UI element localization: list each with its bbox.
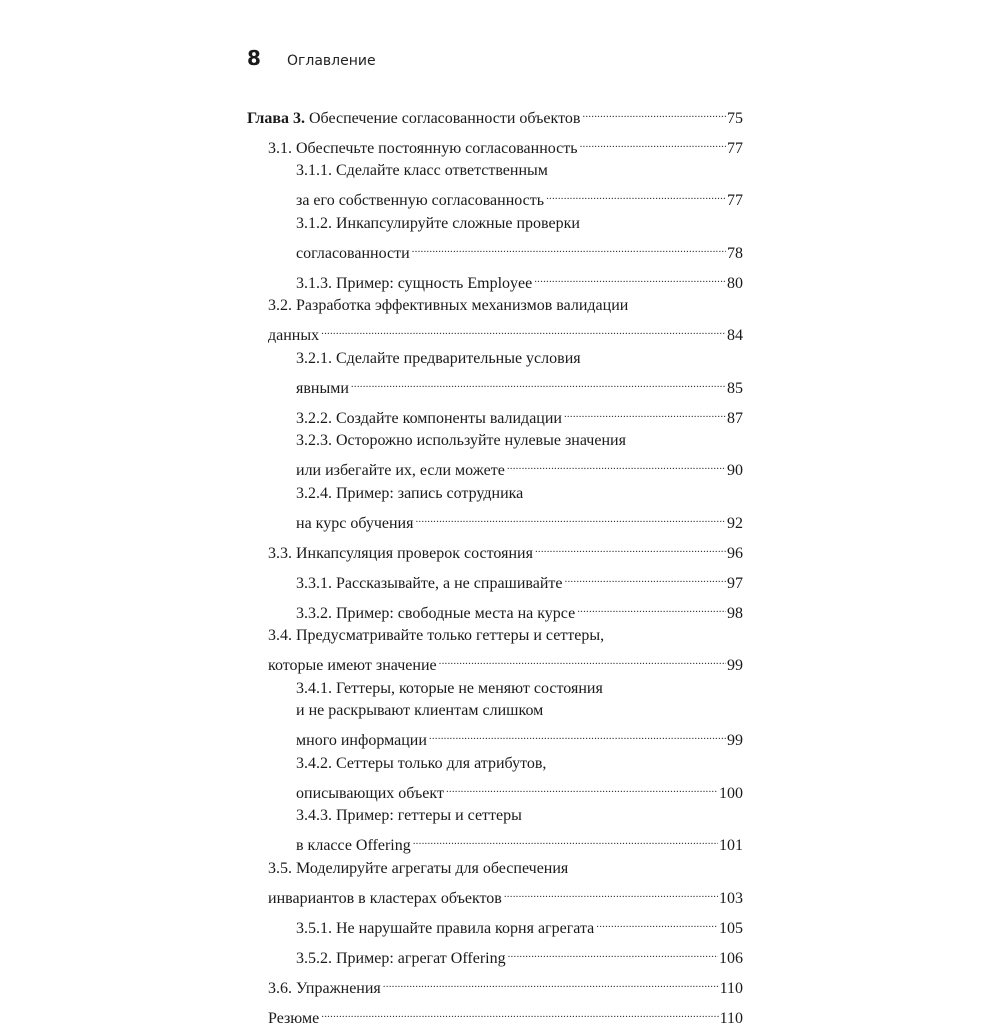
toc-page-number: 101 xyxy=(719,835,743,858)
dot-leader xyxy=(508,940,718,963)
toc-entry[interactable] xyxy=(247,160,743,213)
toc-entry-title-line: 3.2.3. Осторожно используйте нулевые значения xyxy=(296,430,743,453)
toc-entry[interactable] xyxy=(247,100,743,130)
toc-entry[interactable] xyxy=(247,400,743,430)
toc-page-number: 90 xyxy=(727,460,743,483)
toc-entry-title-line: описывающих объект xyxy=(296,783,444,806)
toc-page-number: 110 xyxy=(720,1008,743,1030)
toc-entry-title-line: 3.3.2. Пример: свободные места на курсе xyxy=(296,603,575,626)
toc-entry[interactable] xyxy=(247,535,743,565)
toc-entry-title-line: 3.5.2. Пример: агрегат Offering xyxy=(296,948,506,971)
toc-page-number: 105 xyxy=(719,918,743,941)
dot-leader xyxy=(321,1000,718,1023)
toc-entry-title-line: 3.4.1. Геттеры, которые не меняют состояния xyxy=(296,678,743,701)
toc-entry-title-line: 3.4.2. Сеттеры только для атрибутов, xyxy=(296,753,743,776)
dot-leader xyxy=(577,595,726,618)
dot-leader xyxy=(429,723,726,746)
toc-entry-title-line: инвариантов в кластерах объектов xyxy=(268,888,502,911)
dot-leader xyxy=(415,505,726,528)
toc-page-number: 84 xyxy=(727,325,743,348)
toc-entry[interactable] xyxy=(247,295,743,348)
toc-entry-title-line: 3.2.2. Создайте компоненты валидации xyxy=(296,408,562,431)
toc-entry-title-line: 3.2.4. Пример: запись сотрудника xyxy=(296,483,743,506)
toc-entry[interactable] xyxy=(247,265,743,295)
toc-entry[interactable] xyxy=(247,940,743,970)
toc-entry-title-line: 3.3.1. Рассказывайте, а не спрашивайте xyxy=(296,573,563,596)
dot-leader xyxy=(413,828,718,851)
toc-entry-title-line: 3.1.1. Сделайте класс ответственным xyxy=(296,160,743,183)
toc-entry-title-line: 3.1.2. Инкапсулируйте сложные проверки xyxy=(296,213,743,236)
toc-entry[interactable] xyxy=(247,970,743,1000)
toc-entry[interactable] xyxy=(247,130,743,160)
toc-page-number: 110 xyxy=(720,978,743,1001)
toc-page-number: 106 xyxy=(719,948,743,971)
dot-leader xyxy=(507,453,726,476)
dot-leader xyxy=(412,235,726,258)
toc-entry-title-line: за его собственную согласованность xyxy=(296,190,544,213)
toc-entry[interactable] xyxy=(247,595,743,625)
toc-entry-title-line: 3.6. Упражнения xyxy=(268,978,381,1001)
toc-page-number: 97 xyxy=(727,573,743,596)
toc-entry-title-line: много информации xyxy=(296,730,427,753)
chapter-label: Глава 3. xyxy=(247,108,305,131)
toc-page-number: 75 xyxy=(727,108,743,131)
dot-leader xyxy=(504,880,718,903)
toc-entry-title-line: 3.1.3. Пример: сущность Employee xyxy=(296,273,532,296)
toc-entry-title-line: 3.1. Обеспечьте постоянную согласованность xyxy=(268,138,578,161)
toc-entry-title-line: Обеспечение согласованности объектов xyxy=(305,108,580,131)
toc-page-number: 78 xyxy=(727,243,743,266)
toc-page-number: 87 xyxy=(727,408,743,431)
dot-leader xyxy=(565,565,726,588)
toc-entry[interactable] xyxy=(247,858,743,911)
toc-page-number: 98 xyxy=(727,603,743,626)
dot-leader xyxy=(351,370,726,393)
page-number: 8 xyxy=(247,46,287,70)
dot-leader xyxy=(446,775,718,798)
toc-entry[interactable] xyxy=(247,565,743,595)
toc-entry-title-line: 3.4.3. Пример: геттеры и сеттеры xyxy=(296,805,743,828)
toc-page-number: 99 xyxy=(727,730,743,753)
toc-entry[interactable] xyxy=(247,430,743,483)
toc-entry[interactable] xyxy=(247,625,743,678)
dot-leader xyxy=(546,183,726,206)
toc-entry-title-line: Резюме xyxy=(268,1008,319,1030)
toc-entry-title-line: 3.5.1. Не нарушайте правила корня агрегата xyxy=(296,918,594,941)
toc-entry-title-line: и не раскрывают клиентам слишком xyxy=(296,700,743,723)
dot-leader xyxy=(321,318,726,341)
toc-entry-title-line: согласованности xyxy=(296,243,410,266)
toc-entry[interactable] xyxy=(247,213,743,266)
toc-page-number: 96 xyxy=(727,543,743,566)
toc-page-number: 77 xyxy=(727,138,743,161)
toc-entry-title-line: которые имеют значение xyxy=(268,655,437,678)
toc-entry-title-line: 3.3. Инкапсуляция проверок состояния xyxy=(268,543,533,566)
dot-leader xyxy=(383,970,719,993)
toc-entry-title-line: 3.4. Предусматривайте только геттеры и сеттеры, xyxy=(268,625,743,648)
toc-page-number: 99 xyxy=(727,655,743,678)
dot-leader xyxy=(596,910,718,933)
dot-leader xyxy=(534,265,726,288)
dot-leader xyxy=(439,648,726,671)
toc-entry-title-line: на курс обучения xyxy=(296,513,413,536)
toc-page-number: 80 xyxy=(727,273,743,296)
dot-leader xyxy=(535,535,726,558)
toc-page-number: 100 xyxy=(719,783,743,806)
toc-page-number: 85 xyxy=(727,378,743,401)
toc-entry[interactable] xyxy=(247,348,743,401)
dot-leader xyxy=(580,130,726,153)
running-head xyxy=(247,46,376,72)
toc-entry-title-line: явными xyxy=(296,378,349,401)
toc-entry-title-line: в классе Offering xyxy=(296,835,411,858)
toc-page-number: 103 xyxy=(719,888,743,911)
toc-entry-title-line: 3.5. Моделируйте агрегаты для обеспечения xyxy=(268,858,743,881)
toc-entry-title-line: или избегайте их, если можете xyxy=(296,460,505,483)
dot-leader xyxy=(582,100,726,123)
toc-entry[interactable] xyxy=(247,805,743,858)
toc-entry[interactable] xyxy=(247,910,743,940)
toc-entry[interactable] xyxy=(247,678,743,753)
running-title: Оглавление xyxy=(287,53,376,69)
toc-page-number: 92 xyxy=(727,513,743,536)
table-of-contents xyxy=(247,100,743,1030)
toc-entry-title-line: 3.2. Разработка эффективных механизмов валидации xyxy=(268,295,743,318)
toc-entry[interactable] xyxy=(247,1000,743,1030)
toc-entry-title-line: 3.2.1. Сделайте предварительные условия xyxy=(296,348,743,371)
dot-leader xyxy=(564,400,726,423)
toc-entry[interactable] xyxy=(247,753,743,806)
toc-entry[interactable] xyxy=(247,483,743,536)
toc-page-number: 77 xyxy=(727,190,743,213)
toc-entry-title-line: данных xyxy=(268,325,319,348)
